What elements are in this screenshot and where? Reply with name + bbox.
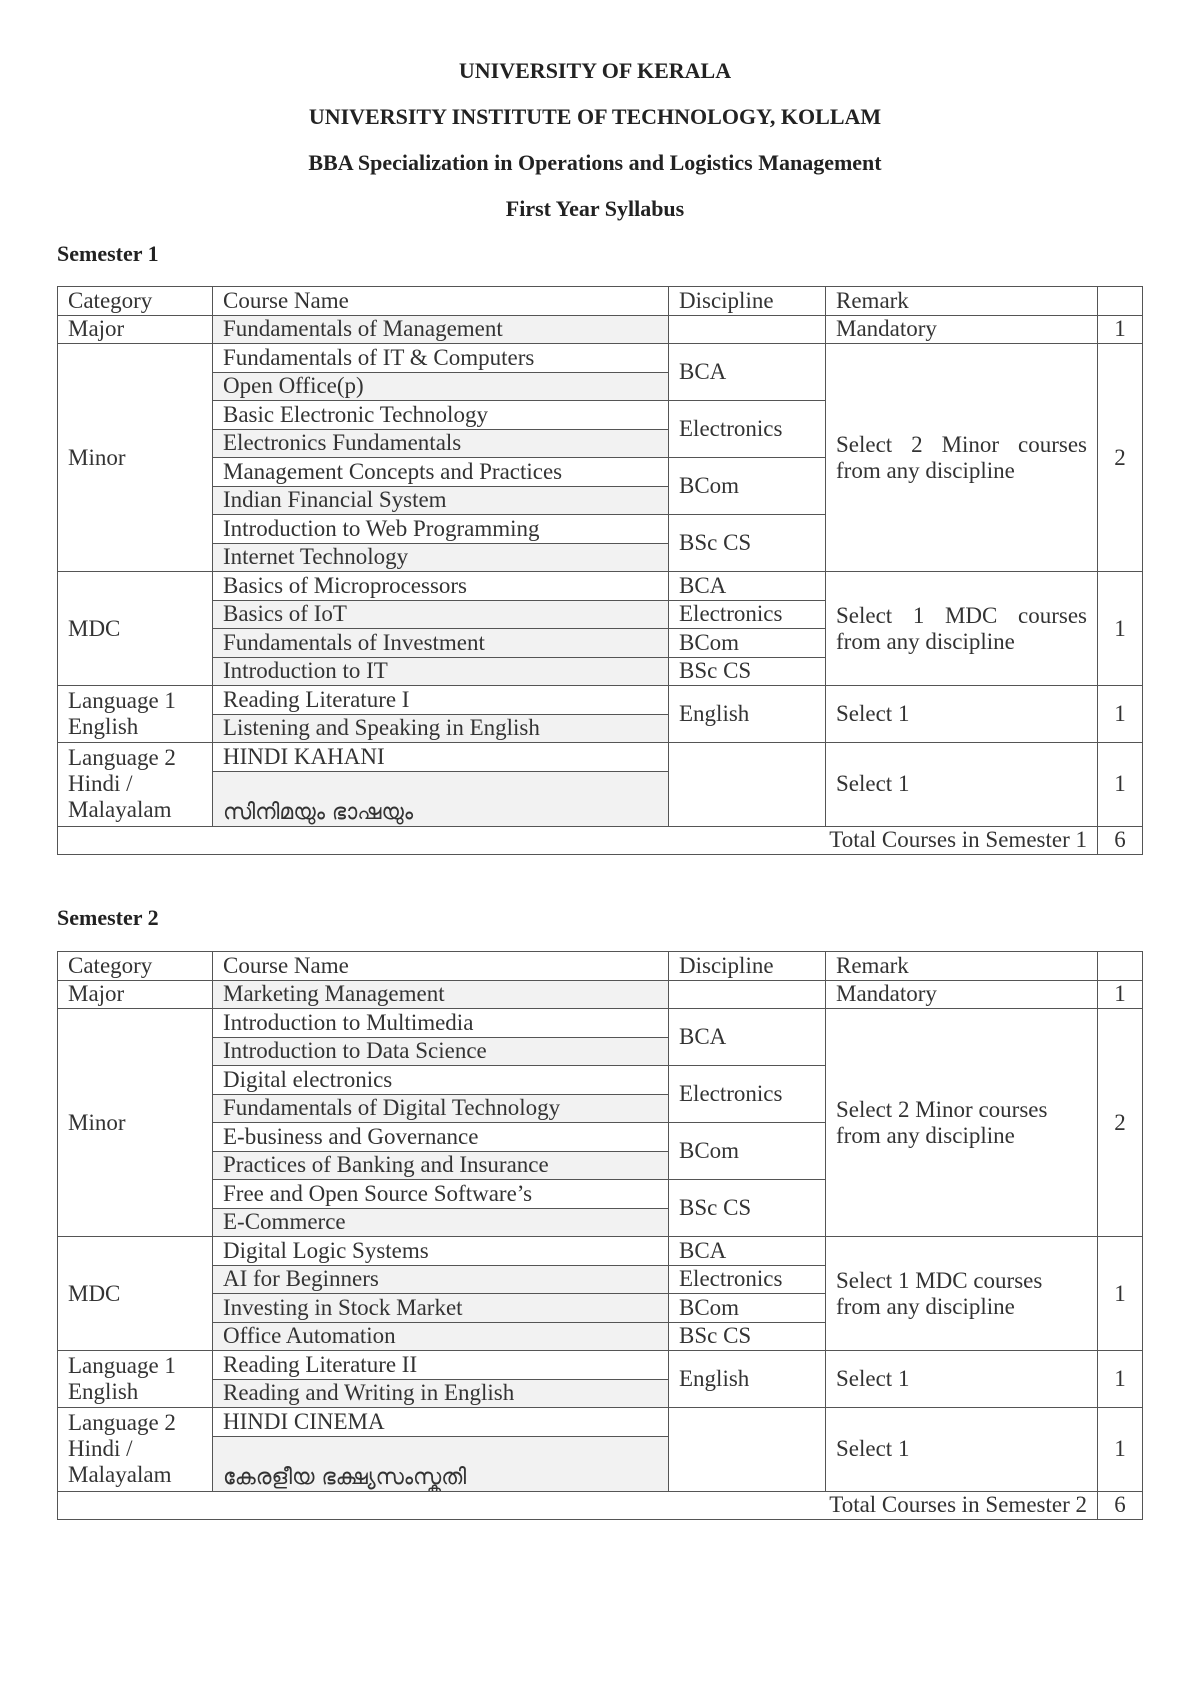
remark-cell: Select 1 (826, 686, 1098, 743)
discipline-cell: BSc CS (669, 1180, 826, 1237)
remark-cell: Select 2 Minor courses from any discipline (826, 344, 1098, 572)
course-cell: സിനിമയും ഭാഷയും (213, 771, 669, 826)
count-cell: 1 (1098, 1351, 1143, 1408)
discipline-cell: English (669, 686, 826, 743)
course-cell: Fundamentals of Management (213, 315, 669, 344)
discipline-cell: BCom (669, 458, 826, 515)
programme-title: BBA Specialization in Operations and Logistics Management (308, 150, 882, 175)
category-cell: Language 2 Hindi / Malayalam (58, 743, 213, 827)
total-row (58, 1491, 1143, 1520)
course-cell: Office Automation (213, 1322, 669, 1351)
semester-2-title: Semester 2 (57, 905, 159, 930)
course-cell: Listening and Speaking in English (213, 714, 669, 743)
table-row (58, 1009, 1143, 1038)
header-discipline: Discipline (669, 952, 826, 981)
course-cell: Marketing Management (213, 980, 669, 1009)
discipline-cell: BCA (669, 1009, 826, 1066)
table-header-row (58, 287, 1143, 316)
course-cell: കേരളീയ ഭക്ഷ്യസംസ്കൃതി (213, 1436, 669, 1491)
course-cell: Introduction to IT (213, 657, 669, 686)
course-cell: E-business and Governance (213, 1123, 669, 1152)
total-row (58, 826, 1143, 855)
category-cell: Language 1 English (58, 1351, 213, 1408)
header-count (1098, 287, 1143, 316)
course-cell: Free and Open Source Software’s (213, 1180, 669, 1209)
remark-cell: Select 1 MDC courses from any discipline (826, 572, 1098, 686)
document-header (0, 48, 1190, 232)
course-cell: Basics of Microprocessors (213, 572, 669, 601)
count-cell: 1 (1098, 686, 1143, 743)
count-cell: 1 (1098, 315, 1143, 344)
course-cell: Fundamentals of Investment (213, 629, 669, 658)
table-row (58, 344, 1143, 373)
count-cell: 1 (1098, 980, 1143, 1009)
course-cell: E-Commerce (213, 1208, 669, 1237)
table-header-row (58, 952, 1143, 981)
semester-1-table (57, 286, 1143, 855)
discipline-cell: BCA (669, 344, 826, 401)
course-cell: Internet Technology (213, 543, 669, 572)
category-cell: Minor (58, 1009, 213, 1237)
course-cell: Reading Literature II (213, 1351, 669, 1380)
course-cell: Introduction to Data Science (213, 1037, 669, 1066)
header-category: Category (58, 952, 213, 981)
course-cell: Digital Logic Systems (213, 1237, 669, 1266)
count-cell: 2 (1098, 344, 1143, 572)
count-cell: 1 (1098, 1237, 1143, 1351)
semester-2-table (57, 951, 1143, 1520)
syllabus-title: First Year Syllabus (505, 196, 685, 221)
discipline-cell: BSc CS (669, 657, 826, 686)
course-cell: Introduction to Web Programming (213, 515, 669, 544)
table-row (58, 572, 1143, 601)
course-cell: Reading and Writing in English (213, 1379, 669, 1408)
discipline-cell (669, 980, 826, 1009)
total-count: 6 (1098, 826, 1143, 855)
count-cell: 1 (1098, 743, 1143, 827)
table-row (58, 1408, 1143, 1437)
discipline-cell: BCom (669, 1294, 826, 1323)
course-cell: Reading Literature I (213, 686, 669, 715)
table-row (58, 315, 1143, 344)
remark-cell: Mandatory (826, 980, 1098, 1009)
discipline-cell: BSc CS (669, 515, 826, 572)
discipline-cell (669, 743, 826, 827)
discipline-cell: Electronics (669, 600, 826, 629)
course-cell: Investing in Stock Market (213, 1294, 669, 1323)
table-row (58, 980, 1143, 1009)
course-cell: Fundamentals of IT & Computers (213, 344, 669, 373)
header-remark: Remark (826, 952, 1098, 981)
discipline-cell: English (669, 1351, 826, 1408)
remark-cell: Select 1 (826, 1351, 1098, 1408)
remark-cell: Select 1 (826, 1408, 1098, 1492)
course-cell: Electronics Fundamentals (213, 429, 669, 458)
category-cell: Minor (58, 344, 213, 572)
header-discipline: Discipline (669, 287, 826, 316)
total-count: 6 (1098, 1491, 1143, 1520)
table-row (58, 686, 1143, 715)
header-category: Category (58, 287, 213, 316)
table-row (58, 1237, 1143, 1266)
table-row (58, 743, 1143, 772)
total-label: Total Courses in Semester 2 (58, 1491, 1098, 1520)
category-cell: MDC (58, 1237, 213, 1351)
header-remark: Remark (826, 287, 1098, 316)
discipline-cell (669, 1408, 826, 1492)
discipline-cell: Electronics (669, 401, 826, 458)
header-course: Course Name (213, 287, 669, 316)
course-cell: Introduction to Multimedia (213, 1009, 669, 1038)
category-cell: Language 2 Hindi / Malayalam (58, 1408, 213, 1492)
discipline-cell: BCA (669, 572, 826, 601)
course-cell: Open Office(p) (213, 372, 669, 401)
remark-cell: Select 1 (826, 743, 1098, 827)
course-cell: Fundamentals of Digital Technology (213, 1094, 669, 1123)
course-cell: Indian Financial System (213, 486, 669, 515)
semester-1-title: Semester 1 (57, 241, 159, 266)
category-cell: Major (58, 980, 213, 1009)
remark-cell: Select 1 MDC courses from any discipline (826, 1237, 1098, 1351)
header-course: Course Name (213, 952, 669, 981)
discipline-cell: Electronics (669, 1066, 826, 1123)
course-cell: Digital electronics (213, 1066, 669, 1095)
remark-cell: Select 2 Minor courses from any discipline (826, 1009, 1098, 1237)
total-label: Total Courses in Semester 1 (58, 826, 1098, 855)
course-cell: Practices of Banking and Insurance (213, 1151, 669, 1180)
remark-cell: Mandatory (826, 315, 1098, 344)
category-cell: MDC (58, 572, 213, 686)
discipline-cell: BCom (669, 1123, 826, 1180)
course-cell: Management Concepts and Practices (213, 458, 669, 487)
category-cell: Major (58, 315, 213, 344)
discipline-cell: Electronics (669, 1265, 826, 1294)
course-cell: Basics of IoT (213, 600, 669, 629)
course-cell: HINDI CINEMA (213, 1408, 669, 1437)
course-cell: HINDI KAHANI (213, 743, 669, 772)
category-cell: Language 1 English (58, 686, 213, 743)
count-cell: 2 (1098, 1009, 1143, 1237)
table-row (58, 1351, 1143, 1380)
discipline-cell: BSc CS (669, 1322, 826, 1351)
header-count (1098, 952, 1143, 981)
discipline-cell (669, 315, 826, 344)
discipline-cell: BCom (669, 629, 826, 658)
count-cell: 1 (1098, 1408, 1143, 1492)
institute-title: UNIVERSITY INSTITUTE OF TECHNOLOGY, KOLLAM (308, 104, 882, 129)
discipline-cell: BCA (669, 1237, 826, 1266)
course-cell: AI for Beginners (213, 1265, 669, 1294)
count-cell: 1 (1098, 572, 1143, 686)
course-cell: Basic Electronic Technology (213, 401, 669, 430)
university-title: UNIVERSITY OF KERALA (458, 58, 732, 83)
